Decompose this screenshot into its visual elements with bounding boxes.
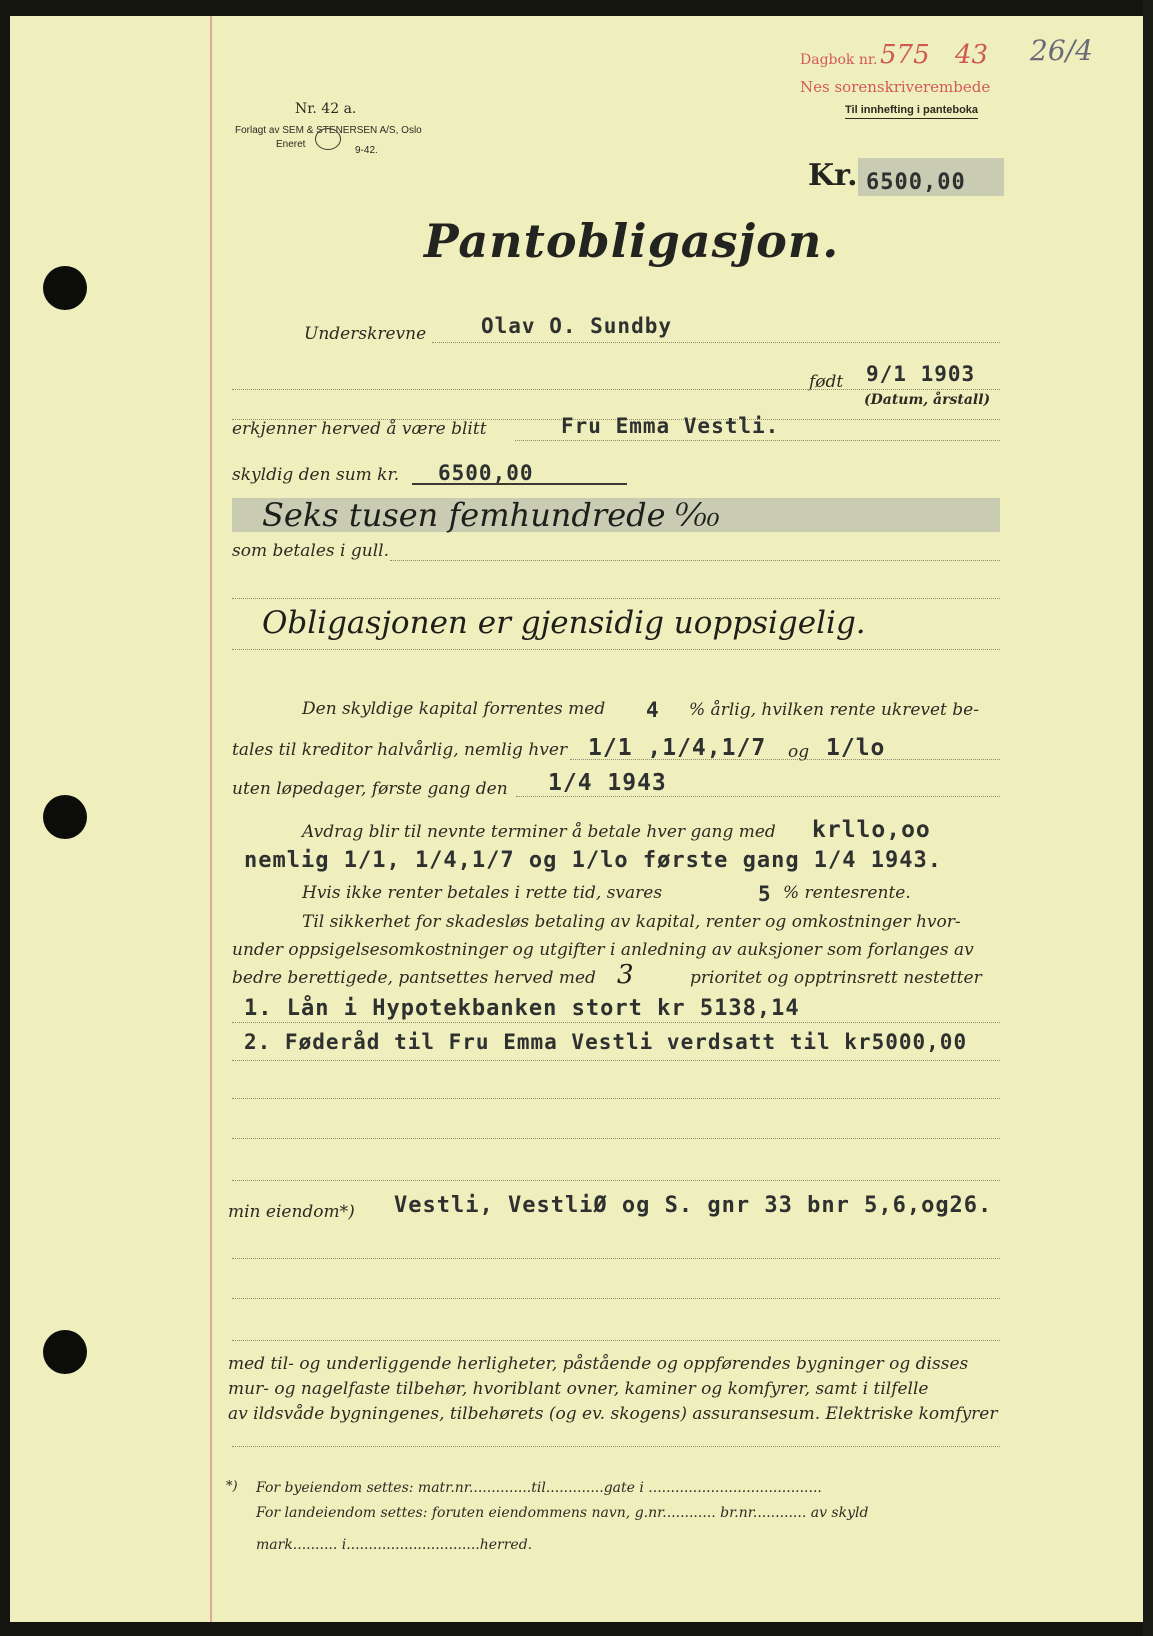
stamp-diary-label: Dagbok nr. — [800, 52, 878, 68]
interest-text: uten løpedager, første gang den — [232, 779, 508, 799]
document-title: Pantobligasjon. — [424, 214, 840, 268]
fill-line — [232, 1340, 1000, 1341]
stamp-diary-year: 43 — [955, 40, 989, 70]
publisher-eneret: Eneret — [276, 139, 306, 150]
owe-underline — [412, 483, 627, 485]
fill-line — [232, 389, 1000, 390]
interest-text: Den skyldige kapital forrentes med — [302, 699, 606, 719]
born-label: født — [809, 372, 844, 392]
creditor-value: Fru Emma Vestli. — [561, 414, 780, 438]
appurtenances-text: mur- og nagelfaste tilbehør, hvoriblant ovner, kaminer og komfyrer, samt i tilfelle — [228, 1379, 929, 1399]
fill-line — [232, 1180, 1000, 1181]
stamp-diary-number: 575 — [880, 40, 930, 70]
scan-border-bottom — [0, 1622, 1153, 1636]
undersigned-label: Underskrevne — [304, 324, 427, 344]
penalty-rate: 5 — [758, 882, 772, 906]
publisher-line: Forlagt av SEM & STENERSEN A/S, Oslo — [235, 125, 422, 136]
fill-line — [232, 649, 1000, 650]
margin-line — [210, 16, 212, 1622]
fill-line — [232, 1446, 1000, 1447]
acknowledge-label: erkjenner herved å være blitt — [232, 419, 487, 439]
footnote-text: mark.......... i..............................herred. — [256, 1537, 533, 1553]
security-item: 1. Lån i Hypotekbanken stort kr 5138,14 — [244, 996, 800, 1021]
installments-text: Avdrag blir til nevnte terminer å betale hver gang med — [302, 822, 776, 842]
property-label: min eiendom*) — [228, 1202, 355, 1222]
interest-first-date: 1/4 1943 — [548, 770, 667, 796]
amount-label: Kr. — [808, 158, 858, 193]
payable-label: som betales i gull. — [232, 541, 389, 561]
punch-hole — [43, 795, 87, 839]
security-text: Til sikkerhet for skadesløs betaling av kapital, renter og omkostninger hvor- — [302, 912, 961, 932]
fill-line — [232, 598, 1000, 599]
security-text: bedre berettigede, pantsettes herved med — [232, 968, 596, 988]
footnote-marker: *) — [226, 1479, 238, 1494]
installments-schedule: nemlig 1/1, 1/4,1/7 og 1/lo første gang 1/4 1943. — [244, 848, 943, 873]
interest-text: % årlig, hvilken rente ukrevet be- — [689, 700, 979, 720]
fill-line — [390, 560, 1000, 561]
interest-rate: 4 — [646, 698, 660, 722]
form-number: Nr. 42 a. — [295, 101, 357, 117]
fill-line — [232, 1022, 1000, 1023]
born-hint: (Datum, årstall) — [864, 392, 991, 408]
fill-line — [232, 1298, 1000, 1299]
penalty-text: Hvis ikke renter betales i rette tid, svares — [302, 883, 663, 903]
appurtenances-text: av ildsvåde bygningenes, tilbehørets (og ev. skogens) assuransesum. Elektriske komfyrer — [228, 1404, 998, 1424]
installments-amount: krllo,oo — [812, 817, 931, 843]
security-item: 2. Føderåd til Fru Emma Vestli verdsatt til kr5000,00 — [244, 1030, 968, 1054]
scan-border-right — [1143, 0, 1153, 1636]
amount-value: 6500,00 — [866, 170, 966, 195]
punch-hole — [43, 1330, 87, 1374]
footnote-text: For landeiendom settes: foruten eiendommens navn, g.nr............ br.nr............ av skyld — [256, 1505, 869, 1521]
security-text: under oppsigelsesomkostninger og utgifter i anledning av auksjoner som forlanges av — [232, 940, 974, 960]
fill-line — [232, 1258, 1000, 1259]
security-text: prioritet og opptrinsrett nestetter — [690, 968, 982, 988]
fill-line — [232, 1138, 1000, 1139]
stamp-diary-date: 26/4 — [1030, 34, 1093, 67]
fill-line — [232, 1098, 1000, 1099]
penalty-text: % rentesrente. — [783, 883, 911, 903]
scan-border-top — [0, 0, 1153, 16]
publisher-logo-icon — [315, 128, 341, 150]
undersigned-value: Olav O. Sundby — [481, 314, 673, 338]
security-priority: 3 — [617, 960, 634, 990]
fill-line — [515, 440, 1000, 441]
punch-hole — [43, 266, 87, 310]
appurtenances-text: med til- og underliggende herligheter, påstående og oppførendes bygninger og disses — [228, 1354, 969, 1374]
fill-line — [516, 796, 1000, 797]
stamp-office: Nes sorenskriverembede — [800, 78, 991, 96]
interest-text: tales til kreditor halvårlig, nemlig hver — [232, 740, 568, 760]
scan-border-left — [0, 0, 10, 1636]
attach-note: Til innhefting i panteboka — [845, 104, 978, 119]
terms-handwritten: Obligasjonen er gjensidig uoppsigelig. — [262, 605, 866, 641]
interest-and: og — [788, 742, 810, 762]
footnote-text: For byeiendom settes: matr.nr..............til.............gate i ....................................... — [256, 1480, 822, 1496]
owe-value: 6500,00 — [438, 461, 534, 485]
owe-label: skyldig den sum kr. — [232, 465, 400, 485]
publisher-date: 9-42. — [355, 145, 378, 156]
fill-line — [570, 759, 1000, 760]
fill-line — [232, 1060, 1000, 1061]
amount-words: Seks tusen femhundrede ⁰⁄₀₀ — [262, 496, 720, 534]
interest-dates: 1/1 ,1/4,1/7 — [588, 735, 767, 761]
born-value: 9/1 1903 — [866, 362, 976, 386]
property-value: Vestli, VestliØ og S. gnr 33 bnr 5,6,og26. — [394, 1193, 993, 1218]
interest-last-date: 1/lo — [826, 735, 886, 761]
fill-line — [432, 342, 1000, 343]
